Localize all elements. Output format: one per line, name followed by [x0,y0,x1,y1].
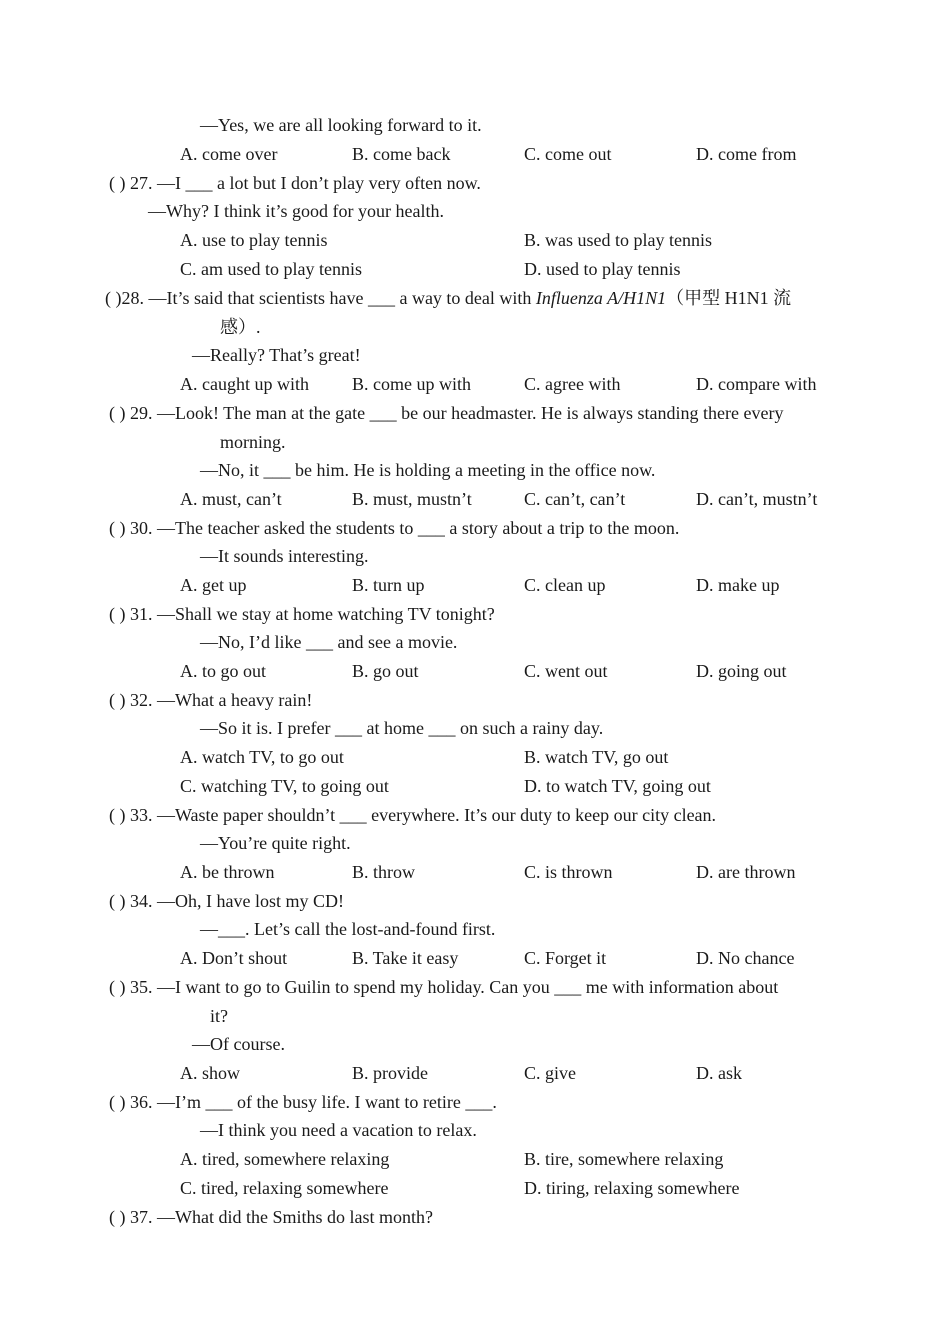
q33-question: ( ) 33. —Waste paper shouldn’t ___ everywhere. It’s our duty to keep our city clean. [109,805,717,825]
q30-option-d: D. make up [696,575,780,595]
q35-option-b: B. provide [352,1063,428,1083]
q35-option-d: D. ask [696,1063,742,1083]
q28-question-cont: 感）. [220,317,261,337]
q33-option-c: C. is thrown [524,862,613,882]
q27-option-d: D. used to play tennis [524,259,681,279]
q28-question-suffix: （甲型 H1N1 流 [666,288,792,308]
q26-option-b: B. come back [352,144,451,164]
q36-question: ( ) 36. —I’m ___ of the busy life. I want to retire ___. [109,1092,497,1112]
q32-question: ( ) 32. —What a heavy rain! [109,690,313,710]
q26-option-c: C. come out [524,144,612,164]
q29-option-b: B. must, mustn’t [352,489,472,509]
q27-reply: —Why? I think it’s good for your health. [148,201,444,221]
q34-option-a: A. Don’t shout [180,948,288,968]
q30-option-c: C. clean up [524,575,606,595]
q30-question: ( ) 30. —The teacher asked the students to ___ a story about a trip to the moon. [109,518,680,538]
q32-option-b: B. watch TV, go out [524,747,669,767]
q35-option-c: C. give [524,1063,576,1083]
q27-option-c: C. am used to play tennis [180,259,362,279]
q33-option-b: B. throw [352,862,415,882]
q28-question [105,287,791,309]
q33-option-a: A. be thrown [180,862,275,882]
q30-option-b: B. turn up [352,575,425,595]
q26-option-d: D. come from [696,144,797,164]
q34-option-c: C. Forget it [524,948,607,968]
q33-option-d: D. are thrown [696,862,796,882]
q37-question: ( ) 37. —What did the Smiths do last month? [109,1207,433,1227]
q28-option-b: B. come up with [352,374,471,394]
q31-question: ( ) 31. —Shall we stay at home watching TV tonight? [109,604,495,624]
q29-question-cont: morning. [220,432,286,452]
q31-option-a: A. to go out [180,661,267,681]
q36-option-b: B. tire, somewhere relaxing [524,1149,724,1169]
q36-option-a: A. tired, somewhere relaxing [180,1149,390,1169]
q27-option-a: A. use to play tennis [180,230,328,250]
q35-reply: —Of course. [192,1034,285,1054]
q31-option-b: B. go out [352,661,419,681]
q29-option-a: A. must, can’t [180,489,282,509]
q34-option-d: D. No chance [696,948,795,968]
q28-reply: —Really? That’s great! [192,345,361,365]
q31-option-d: D. going out [696,661,787,681]
q32-reply: —So it is. I prefer ___ at home ___ on such a rainy day. [200,718,604,738]
q28-option-a: A. caught up with [180,374,309,394]
q28-question-prefix: ( )28. —It’s said that scientists have ___ a way to deal with [105,288,536,308]
q33-reply: —You’re quite right. [200,833,351,853]
q35-question-cont: it? [210,1006,228,1026]
q36-reply: —I think you need a vacation to relax. [200,1120,477,1140]
q34-question: ( ) 34. —Oh, I have lost my CD! [109,891,344,911]
q36-option-c: C. tired, relaxing somewhere [180,1178,389,1198]
q36-option-d: D. tiring, relaxing somewhere [524,1178,740,1198]
q29-question: ( ) 29. —Look! The man at the gate ___ be our headmaster. He is always standing there every [109,403,784,423]
q30-option-a: A. get up [180,575,247,595]
q27-option-b: B. was used to play tennis [524,230,712,250]
q27-question: ( ) 27. —I ___ a lot but I don’t play very often now. [109,173,481,193]
q34-option-b: B. Take it easy [352,948,459,968]
q32-option-d: D. to watch TV, going out [524,776,711,796]
q31-option-c: C. went out [524,661,608,681]
q32-option-c: C. watching TV, to going out [180,776,389,796]
q35-option-a: A. show [180,1063,241,1083]
q28-option-c: C. agree with [524,374,621,394]
q29-reply: —No, it ___ be him. He is holding a meeting in the office now. [200,460,656,480]
q35-question: ( ) 35. —I want to go to Guilin to spend my holiday. Can you ___ me with information about [109,977,779,997]
q26-reply: —Yes, we are all looking forward to it. [200,115,482,135]
q31-reply: —No, I’d like ___ and see a movie. [200,632,458,652]
q26-option-a: A. come over [180,144,278,164]
q29-option-d: D. can’t, mustn’t [696,489,818,509]
q29-option-c: C. can’t, can’t [524,489,626,509]
q28-question-italic: Influenza A/H1N1 [535,288,667,308]
q28-option-d: D. compare with [696,374,817,394]
q30-reply: —It sounds interesting. [200,546,369,566]
q34-reply: —___. Let’s call the lost-and-found first. [200,919,496,939]
q32-option-a: A. watch TV, to go out [180,747,344,767]
